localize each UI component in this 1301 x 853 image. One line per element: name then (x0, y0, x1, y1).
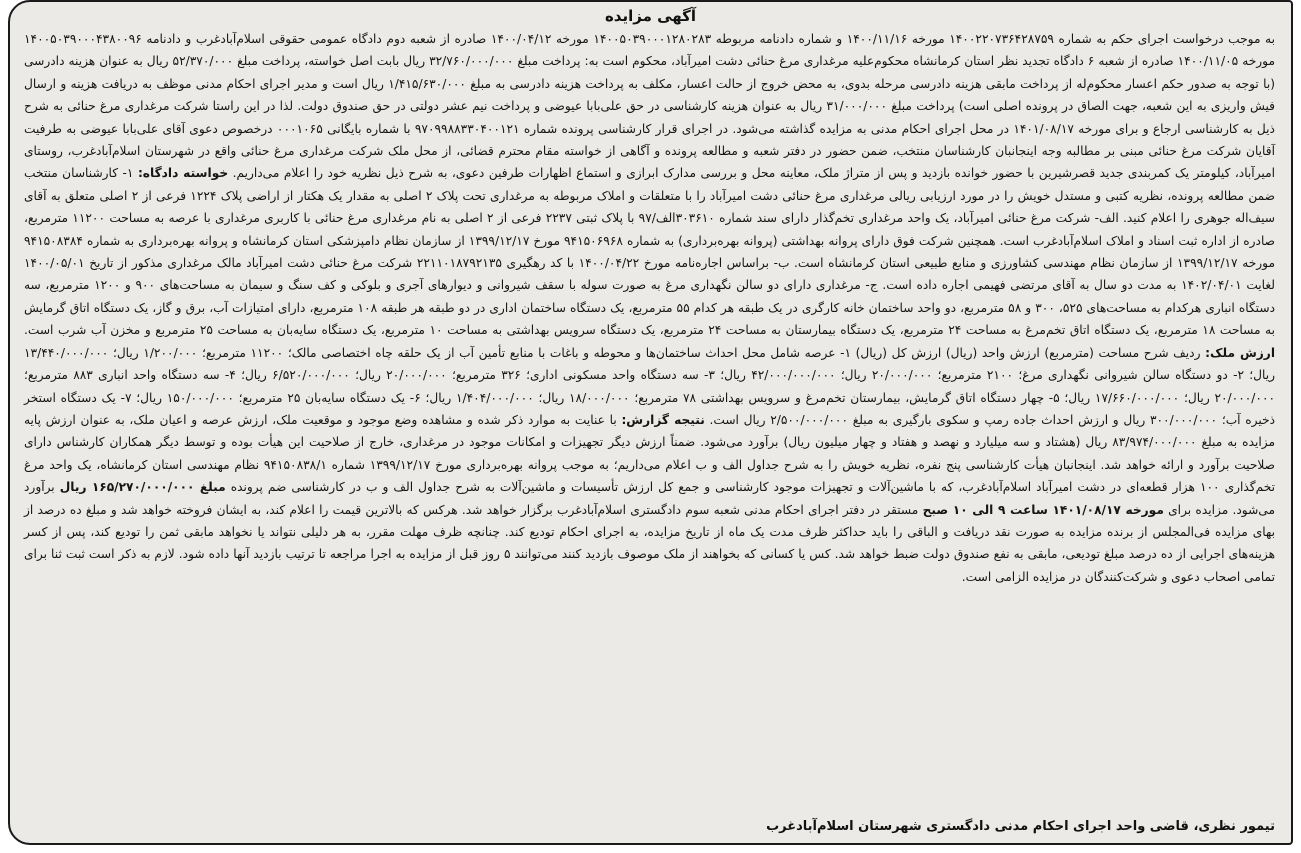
body-paragraph-1: به موجب درخواست اجرای حکم به شماره ۱۴۰۰۲۲۰۷۳۶۴۲۸۷۵۹ مورخه ۱۴۰۰/۱۱/۱۶ و شماره دادنامه مربوطه ۱۴۰۰۵۰۳۹۰۰۰۱۲۸۰۲۸۳ مورخه ۱۴۰۰/۰۴/۱۲ صادره از شعبه دوم دادگاه عمومی حقوقی اسلام‌آبادغرب و دادنامه ۱۴۰۰۵۰۳۹۰۰۰۴۳۸۰۰۹۶ مورخه ۱۴۰۰/۱۱/۰۵ صادره از شعبه ۶ دادگاه تجدید نظر استان کرمانشاه محکوم‌علیه مرغداری مرغ حنائی دشت امیرآباد، محکوم است به: پرداخت مبلغ ۳۲/۷۶۰/۰۰۰/۰۰۰ ریال بابت اصل خواسته، پرداخت مبلغ ۵۲/۳۷۰/۰۰۰ ریال به عنوان هزینه دادرسی (با توجه به صدور حکم اعسار محکوم‌له از پرداخت مابقی هزینه دادرسی مرحله بدوی، به محض خروج از حالت اعسار، مکلف به پرداخت هزینه دادرسی به مبلغ ۱/۴۱۵/۶۳۰/۰۰۰ ریال است و مدیر اجرای احکام مدنی موظف به دریافت هزینه و ارسال فیش واریزی به این شعبه، جهت الصاق در پرونده اصلی است) پرداخت مبلغ ۳۱/۰۰۰/۰۰۰ ریال به عنوان هزینه کارشناسی در حق علی‌بابا عیوضی و پرداخت نیم عشر دولتی در حق صندوق دولت. لذا در این راستا شرکت مرغداری مرغ حنائی به شرح ذیل به کارشناسی ارجاع و برای مورخه ۱۴۰۱/۰۸/۱۷ در محل اجرای احکام مدنی به مزایده گذاشته می‌شود. در اجرای قرار کارشناسی پرونده شماره ۹۷۰۹۹۸۸۳۳۰۴۰۰۱۲۱ با شماره بایگانی ۰۰۰۱۰۶۵ درخصوص دعوی آقای علی‌بابا عیوضی به طرفیت آقایان شرکت مرغ حنائی مبنی بر مطالبه وجه اینجانبان کارشناسان منتخب، ضمن حضور در دفتر شعبه و مطالعه پرونده و آگاهی از خواسته مقام محترم قضائی، از محل ملک شرکت مرغداری مرغ حنائی واقع در شهرستان اسلام‌آبادغرب، روستای امیرآباد، کیلومتر یک کمربندی جدید قصرشیرین با حضور خوانده بازدید و پس از متراژ ملک، معاینه محل و بررسی مدارک ابرازی و استماع اظهارات طرفین دعوی، به شرح ذیل نظریه خود را اعلام می‌داریم. (24, 32, 1276, 181)
body-paragraph-6: مستقر در دفتر اجرای احکام مدنی شعبه سوم دادگستری اسلام‌آبادغرب برگزار خواهد شد. هرکس که بالاترین قیمت را اعلام کند، به ایشان فروخته خواهد شد و مبلغ ده درصد از بهای مزایده فی‌المجلس از برنده مزایده به صورت نقد دریافت و الباقی را باید حداکثر ظرف مدت یک ماه از تاریخ مزایده، به اجرای احکام تودیع کند. چنانچه ظرف مهلت مقرر، به هر دلیلی نتواند یا نخواهد مابقی ثمن را تودیع کند، پس از کسر هزینه‌های اجرایی از ده درصد مبلغ تودیعی، مابقی به نفع صندوق دولت ضبط خواهد شد. کس یا کسانی که بخواهند از ملک موصوف بازدید کنند می‌توانند ۵ روز قبل از مزایده به اجرا مراجعه تا ترتیب بازدید آنها داده شود. لازم به ذکر است ثبت ثنا برای تمامی اصحاب دعوی و شرکت‌کنندگان در مزایده الزامی است. (24, 502, 1275, 584)
body-paragraph-3: ردیف شرح مساحت (مترمربع) ارزش واحد (ریال) ارزش کل (ریال) ۱- عرصه شامل محل احداث ساختمان‌ها و محوطه و باغات با منابع تأمین آب از یک حلقه چاه اختصاصی مالک؛ ۱۱۲۰۰ مترمربع؛ ۱/۲۰۰/۰۰۰ ریال؛ ۱۳/۴۴۰/۰۰۰/۰۰۰ ریال؛ ۲- دو دستگاه سالن شیروانی نگهداری مرغ؛ ۲۱۰۰ مترمربع؛ ۲۰/۰۰۰/۰۰۰ ریال؛ ۴۲/۰۰۰/۰۰۰/۰۰۰ ریال؛ ۳- سه دستگاه واحد مسکونی اداری؛ ۳۲۶ مترمربع؛ ۲۰/۰۰۰/۰۰۰ ریال؛ ۶/۵۲۰/۰۰۰/۰۰۰ ریال؛ ۴- سه دستگاه واحد انباری ۸۸۳ مترمربع؛ ۲۰/۰۰۰/۰۰۰ ریال؛ ۱۷/۶۶۰/۰۰۰/۰۰۰ ریال؛ ۵- چهار دستگاه اتاق گرمایش، بیمارستان تخم‌مرغ و سرویس بهداشتی ۷۸ مترمربع؛ ۱۸/۰۰۰/۰۰۰ ریال؛ ۱/۴۰۴/۰۰۰/۰۰۰ ریال؛ ۶- یک دستگاه سایه‌بان ۲۵ مترمربع؛ ۱۵۰/۰۰۰/۰۰۰ ریال؛ ۷- یک دستگاه استخر ذخیره آب؛ ۳۰۰/۰۰۰/۰۰۰ ریال و ارزش احداث جاده رمپ و سکوی بارگیری به مبلغ ۲/۵۰۰/۰۰۰/۰۰۰ ریال است. (24, 345, 1276, 427)
notice-title: آگهی مزایده (604, 7, 697, 25)
property-value-label: ارزش ملک: (1205, 345, 1276, 360)
notice-body (24, 28, 1275, 588)
total-amount: مبلغ ۱۶۵/۲۷۰/۰۰۰/۰۰۰ ریال (59, 480, 226, 495)
body-paragraph-4: با عنایت به موارد ذکر شده و مشاهده وضع موجود و موقعیت ملک، ارزش عرصه و اعیان ملک، به عنوان ارزش پایه مزایده به مبلغ ۸۳/۹۷۴/۰۰۰/۰۰۰ ریال (هشتاد و سه میلیارد و نهصد و هفتاد و چهار میلیون ریال) برآورد می‌شود. ضمناً ارزش دیگر تجهیزات و امکانات موجود در مرغداری، خارج از صلاحیت این هیأت بوده و توسط دیگر همکاران کارشناس دارای صلاحیت برآورد و ارائه خواهد شد. اینجانبان هیأت کارشناسی پنج نفره، نظریه خویش را به شرح جداول الف و ب اعلام می‌داریم؛ به موجب پروانه بهره‌برداری مورخ ۱۳۹۹/۱۲/۱۷ شماره ۹۴۱۵۰۸۳۸/۱ نظام مهندسی استان کرمانشاه، یک واحد مرغ تخم‌گذاری ۱۰۰ هزار قطعه‌ای در دشت امیرآباد اسلام‌آبادغرب، که با ماشین‌آلات و تجهیزات موجود کارشناسی و جمع کل ارزش تأسیسات و ماشین‌آلات به شرح جداول الف و ب در کارشناسی ضم پرونده (24, 412, 1276, 495)
report-result-label: نتیجه گزارش: (621, 412, 705, 427)
body-paragraph-2: ۱- کارشناسان منتخب ضمن مطالعه پرونده، نظریه کتبی و مستدل خویش را در مورد ارزیابی ریالی مرغداری مرغ حنائی دشت امیرآباد را با متعلقات و املاک مربوطه به مرغداری تحت پلاک ۲ اصلی به مقدار یک هکتار از اراضی پلاک ۱۲۲۴ فرعی از ۲ اصلی متعلق به آقای سیف‌اله جوهری را اعلام کنید. الف- شرکت مرغ حنائی امیرآباد، یک واحد مرغداری تخم‌گذار دارای سند شماره ۳۰۳۶۱۰الف/۹۷ با پلاک ثبتی ۲۲۳۷ فرعی از ۲ اصلی به نام مرغداری مرغ حنائی با کاربری مرغداری با عرصه به مساحت ۱۱۲۰۰ مترمربع، صادره از اداره ثبت اسناد و املاک اسلام‌آبادغرب است. همچنین شرکت فوق دارای پروانه بهداشتی (پروانه بهره‌برداری) به شماره ۹۴۱۵۰۶۹۶۸ مورخ ۱۳۹۹/۱۲/۱۷ از سازمان نظام دامپزشکی استان کرمانشاه و پروانه بهره‌برداری به شماره ۹۴۱۵۰۸۳۸۴ مورخه ۱۳۹۹/۱۲/۱۷ از سازمان نظام مهندسی کشاورزی و منابع طبیعی استان کرمانشاه است. ب- براساس اجاره‌نامه مورخ ۱۴۰۰/۰۴/۲۲ با کد رهگیری ۲۲۱۱۰۱۸۷۹۲۱۳۵ شرکت مرغ حنائی دشت امیرآباد مالک مرغداری مذکور از تاریخ ۱۴۰۰/۰۵/۰۱ لغایت ۱۴۰۲/۰۴/۰۱ به مدت دو سال به آقای مرتضی فهیمی اجاره داده است. ج- مرغداری دارای دو سالن نگهداری مرغ به صورت سوله با سقف شیروانی و دیوارهای آجری و بلوکی و کف سنگ و سیمان به مساحت‌های ۹۰۰ و ۱۲۰۰ مترمربع، سه دستگاه انباری هرکدام به مساحت‌های ۵۲۵، ۳۰۰ و ۵۸ مترمربع، دو واحد ساختمان خانه کارگری در یک طبقه هر کدام ۵۵ مترمربع، یک دستگاه ساختمان اداری در دو طبقه هر طبقه ۱۰۸ مترمربع، دارای امتیازات آب، برق و گاز، یک دستگاه اتاق گرمایش به مساحت ۱۸ مترمربع، یک دستگاه اتاق تخم‌مرغ به مساحت ۲۴ مترمربع، یک دستگاه بیمارستان به مساحت ۲۴ مترمربع، یک دستگاه سرویس بهداشتی به مساحت ۱۰ مترمربع، یک دستگاه سایه‌بان به مساحت ۲۵ مترمربع و مخزن آب شرب است. (24, 166, 1276, 338)
court-request-label: خواسته دادگاه: (137, 166, 229, 181)
judge-signature: تیمور نظری، قاضی واحد اجرای احکام مدنی دادگستری شهرستان اسلام‌آبادغرب (766, 819, 1275, 834)
auction-time: مورخه ۱۴۰۱/۰۸/۱۷ ساعت ۹ الی ۱۰ صبح (922, 502, 1164, 517)
body-paragraph-5: برآورد می‌شود. مزایده برای (24, 480, 1275, 517)
notice-paper (8, 0, 1293, 845)
